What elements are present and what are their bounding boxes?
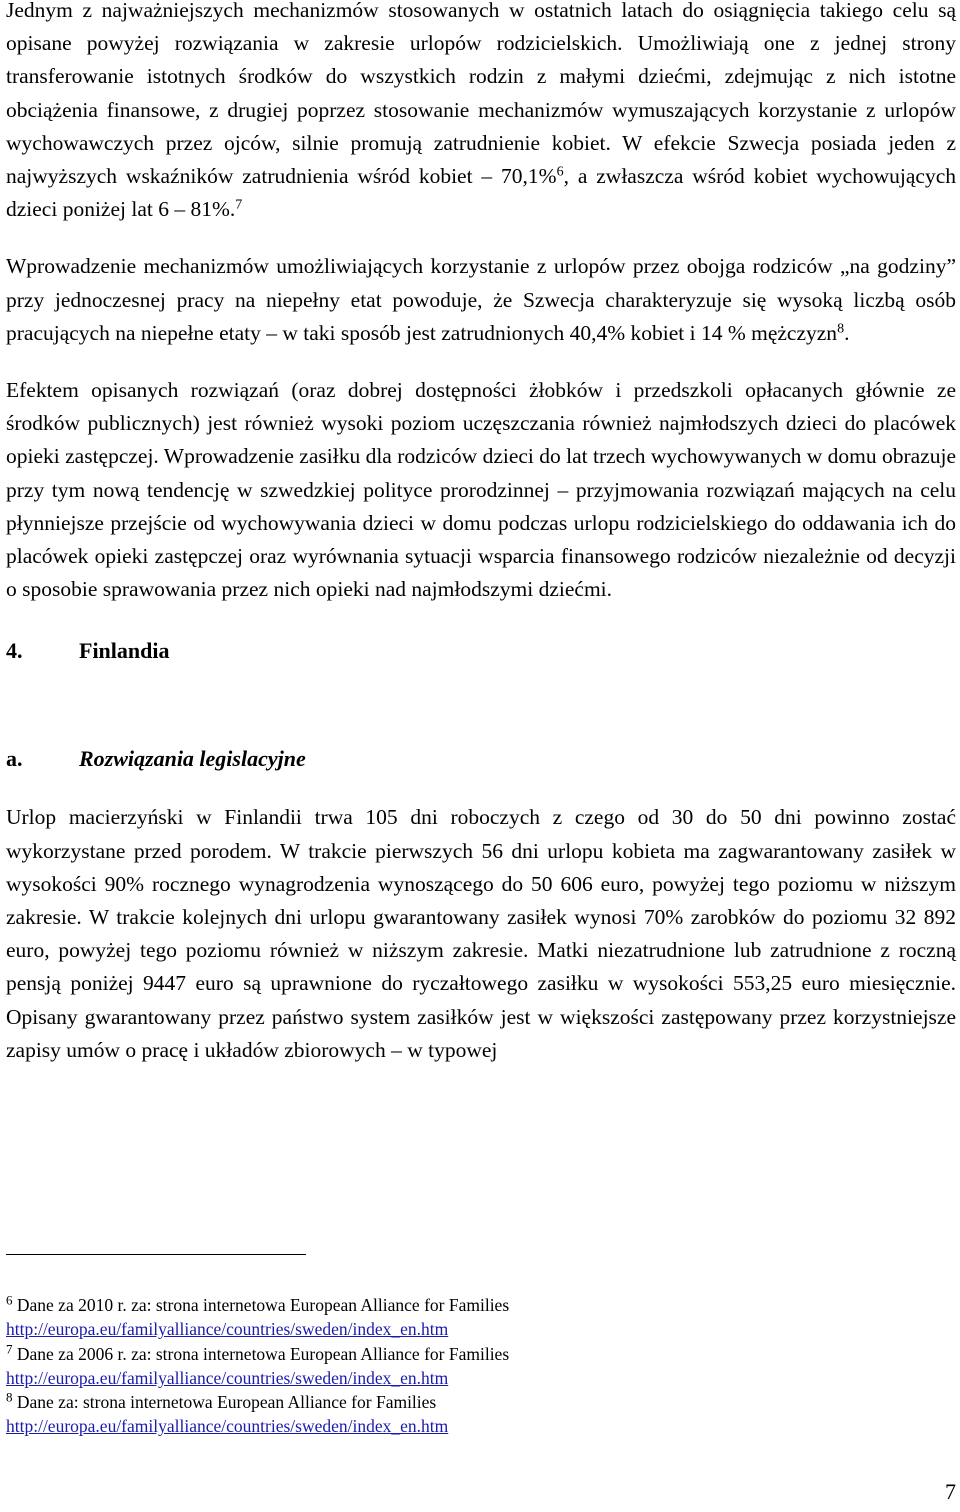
subsection-number: a. bbox=[6, 746, 23, 772]
paragraph-maternity-leave-finland bbox=[6, 801, 956, 1067]
footnote-link[interactable]: http://europa.eu/familyalliance/countries/sweden/index_en.htm bbox=[6, 1367, 449, 1388]
footnote-6 bbox=[6, 1293, 906, 1317]
page-number: 7 bbox=[945, 1479, 956, 1504]
paragraph-sweden-employment bbox=[6, 0, 956, 226]
paragraph-text: Urlop macierzyński w Finlandii trwa 105 dni roboczych z czego od 30 do 50 dni powinno zostać wykorzystane przed porodem. W trakcie pierwszych 56 dni urlopu kobieta ma zagwarantowany zasiłek w wysokości 90% rocznego wynagrodzenia wynoszącego do 50 606 euro, powyżej tego poziomu w niższym zakresie. W trakcie kolejnych dni urlopu gwarantowany zasiłek wynosi 70% zarobków do poziomu 32 892 euro, powyżej tego poziomu również w niższym zakresie. Matki niezatrudnione lub zatrudnione z roczną pensją poniżej 9447 euro są uprawnione do ryczałtowego zasiłku w wysokości 553,25 euro miesięcznie. Opisany gwarantowany przez państwo system zasiłków jest w większości zastępowany przez korzystniejsze zapisy umów o pracę i układów zbiorowych – w typowej bbox=[6, 805, 956, 1062]
footnote-mark: 7 bbox=[6, 1341, 13, 1357]
paragraph-childcare-effects bbox=[6, 374, 956, 606]
footnote-mark: 8 bbox=[6, 1389, 13, 1405]
paragraph-text: Efektem opisanych rozwiązań (oraz dobrej dostępności żłobków i przedszkoli opłacanych głównie ze środków publicznych) jest również wysoki poziom uczęszczania również najmłodszych dzieci do placówek opieki zastępczej. Wprowadzenie zasiłku dla rodziców dzieci do lat trzech wychowywanych w domu obrazuje przy tym nową tendencję w szwedzkiej polityce prorodzinnej – przyjmowania rozwiązań mających na celu płynniejsze przejście od wychowywania dzieci w domu podczas urlopu rodzicielskiego do oddawania ich do placówek opieki zastępczej oraz wyrównania sytuacji wsparcia finansowego rodziców niezależnie od decyzji o sposobie sprawowania przez nich opieki nad najmłodszymi dziećmi. bbox=[6, 378, 956, 602]
footnote-8-link-row bbox=[6, 1414, 906, 1438]
section-heading-finland bbox=[6, 634, 956, 667]
subsection-title: Rozwiązania legislacyjne bbox=[79, 746, 306, 772]
footnote-ref-6[interactable]: 6 bbox=[556, 164, 564, 180]
footnote-text: Dane za: strona internetowa European Alliance for Families bbox=[12, 1392, 437, 1413]
footnote-8 bbox=[6, 1390, 906, 1414]
footnote-ref-7[interactable]: 7 bbox=[235, 197, 243, 213]
footnote-separator bbox=[6, 1254, 306, 1255]
footnote-7-link-row bbox=[6, 1366, 906, 1390]
footnote-ref-8[interactable]: 8 bbox=[837, 321, 845, 337]
paragraph-text: Jednym z najważniejszych mechanizmów stosowanych w ostatnich latach do osiągnięcia takiego celu są opisane powyżej rozwiązania w zakresie urlopów rodzicielskich. Umożliwiają one z jednej strony transferowanie istotnych środków do wszystkich rodzin z małymi dziećmi, zdejmując z nich istotne obciążenia finansowe, z drugiej poprzez stosowanie mechanizmów wymuszających korzystanie z urlopów wychowawczych przez ojców, silnie promują zatrudnienie kobiet. W efekcie Szwecja posiada jeden z najwyższych wskaźników zatrudnienia wśród kobiet – 70,1% bbox=[6, 0, 956, 189]
paragraph-text-continued: , a zwłaszcza wśród kobiet wychowujących dzieci poniżej lat 6 – 81%. bbox=[6, 164, 956, 222]
footnote-text: Dane za 2010 r. za: strona internetowa European Alliance for Families bbox=[12, 1295, 510, 1315]
footnote-link[interactable]: http://europa.eu/familyalliance/countries/sweden/index_en.htm bbox=[6, 1319, 449, 1340]
paragraph-part-time-work bbox=[6, 250, 956, 350]
document-page bbox=[6, 0, 956, 1067]
footnote-7 bbox=[6, 1342, 906, 1366]
footnotes bbox=[6, 1293, 906, 1439]
paragraph-tail: . bbox=[844, 320, 850, 345]
paragraph-text: Wprowadzenie mechanizmów umożliwiających korzystanie z urlopów przez obojga rodziców „na godziny” przy jednoczesnej pracy na niepełny etat powoduje, że Szwecja charakteryzuje się wysoką liczbą osób pracujących na niepełne etaty – w taki sposób jest zatrudnionych 40,4% kobiet i 14 % mężczyzn bbox=[6, 254, 956, 345]
section-number: 4. bbox=[6, 638, 23, 664]
footnote-text: Dane za 2006 r. za: strona internetowa European Alliance for Families bbox=[12, 1343, 510, 1364]
footnote-mark: 6 bbox=[6, 1292, 13, 1308]
subsection-heading-legislation bbox=[6, 742, 956, 775]
footnote-link[interactable]: http://europa.eu/familyalliance/countries/sweden/index_en.htm bbox=[6, 1416, 449, 1437]
section-title: Finlandia bbox=[79, 638, 170, 664]
footnote-6-link-row bbox=[6, 1317, 906, 1341]
